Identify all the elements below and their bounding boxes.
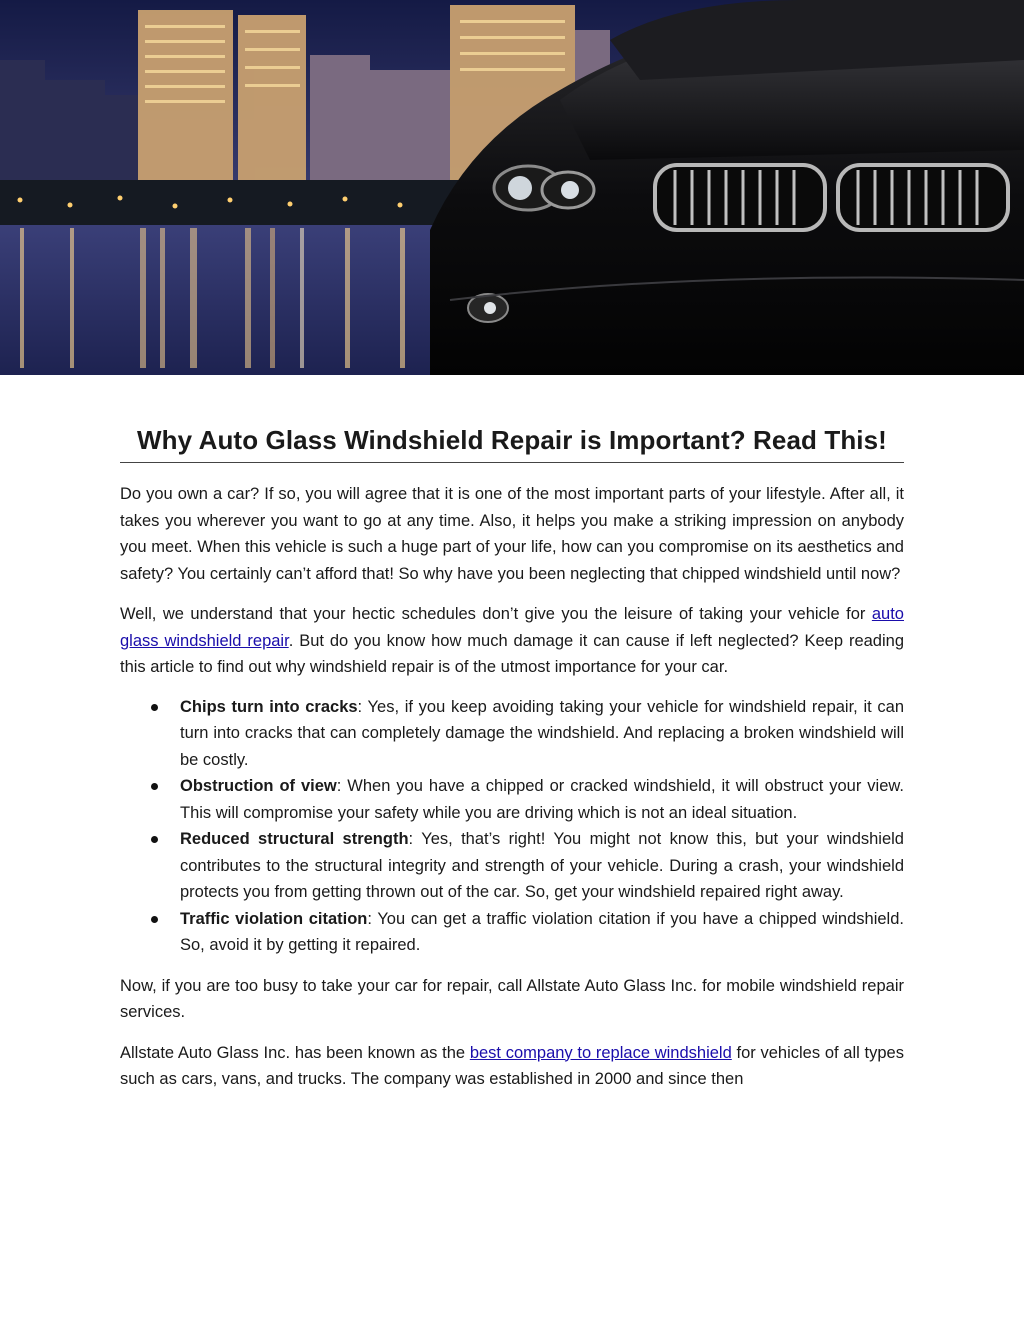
list-item-heading: Chips turn into cracks <box>180 697 358 716</box>
list-item-text: : Yes, that’s right! You might not know this, but your windshield contributes to the structural integrity and strength of your vehicle. During a crash, your windshield protects you from getting thrown out of the car. So, get your windshield repaired right away. <box>180 830 904 901</box>
list-item-text: : You can get a traffic violation citation if you have a chipped windshield. So, avoid it by getting it repaired. <box>180 909 904 954</box>
hero-image <box>0 0 1024 375</box>
paragraph-3: Now, if you are too busy to take your car for repair, call Allstate Auto Glass Inc. for mobile windshield repair services. <box>120 976 904 1021</box>
list-item-heading: Obstruction of view <box>180 777 337 795</box>
list-item <box>180 906 904 959</box>
paragraph-4-text-end: for vehicles of all types such as cars, vans, and trucks. The company was established in 2000 and since then <box>120 1043 904 1088</box>
article-title: Why Auto Glass Windshield Repair is Important? Read This! <box>120 425 904 463</box>
night-city-car-illustration <box>0 0 1024 375</box>
best-company-link[interactable]: best company to replace windshield <box>469 1043 732 1062</box>
reasons-list <box>120 694 904 959</box>
list-item-text: : When you have a chipped or cracked windshield, it will obstruct your view. This will compromise your safety while you are driving which is not an ideal situation. <box>180 777 904 822</box>
paragraph-2-text-end: . But do you know how much damage it can cause if left neglected? Keep reading this article to find out why windshield repair is of the utmost importance for your car. <box>120 631 904 676</box>
paragraph-4-text-start: Allstate Auto Glass Inc. has been known as the <box>120 1043 470 1062</box>
article <box>120 425 904 1093</box>
list-item <box>180 694 904 774</box>
paragraph-4 <box>120 1040 904 1093</box>
list-item-text: : Yes, if you keep avoiding taking your vehicle for windshield repair, it can turn into cracks that can completely damage the windshield. And replacing a broken windshield will be costly. <box>180 697 904 769</box>
list-item-heading: Reduced structural strength <box>180 830 409 848</box>
list-item <box>180 773 904 826</box>
auto-glass-repair-link[interactable]: auto glass windshield repair <box>120 605 904 650</box>
paragraph-2-text-start: Well, we understand that your hectic schedules don’t give you the leisure of taking your vehicle for <box>120 605 872 623</box>
paragraph-2 <box>120 601 904 681</box>
list-item-heading: Traffic violation citation <box>180 909 368 928</box>
intro-paragraph: Do you own a car? If so, you will agree that it is one of the most important parts of your lifestyle. After all, it takes you wherever you want to go at any time. Also, it helps you make a striking impression on anybody you meet. When this vehicle is such a huge part of your life, how can you compromise on its aesthetics and safety? You certainly can’t afford that! So why have you been neglecting that chipped windshield until now? <box>120 485 904 583</box>
list-item <box>180 826 904 906</box>
